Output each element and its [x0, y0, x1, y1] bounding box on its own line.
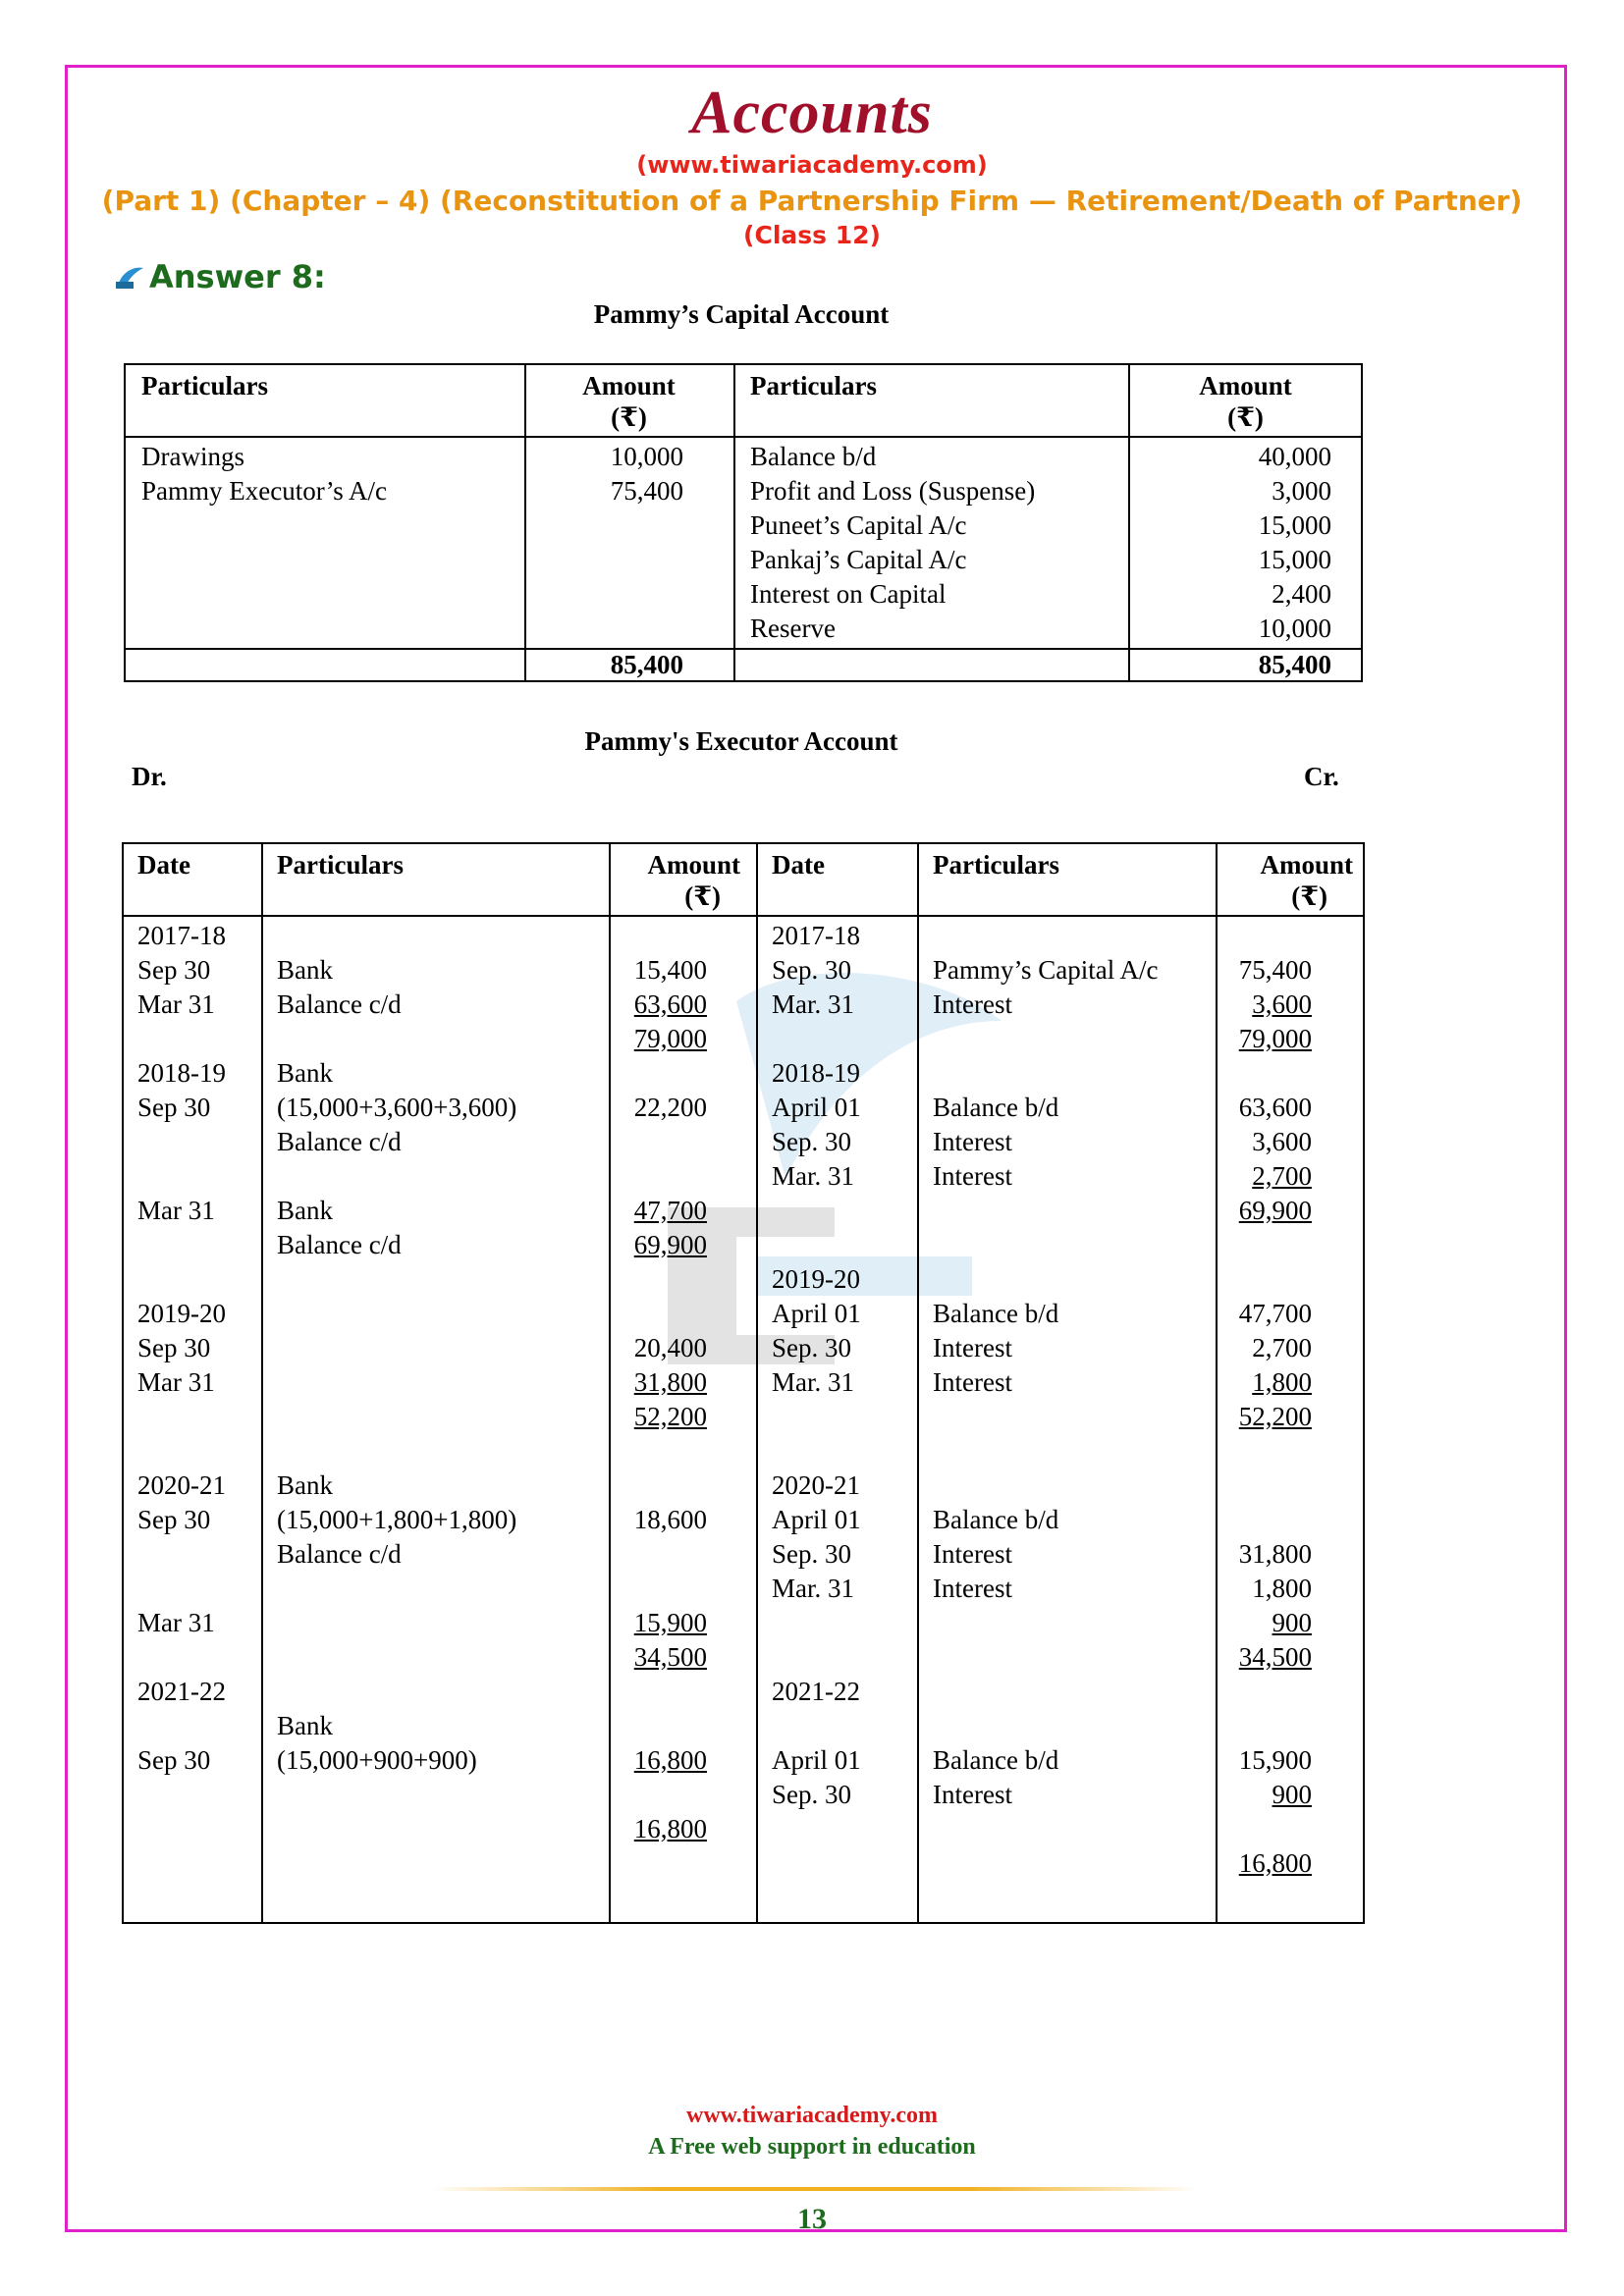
col-header-currency-cr: (₹) [1291, 881, 1327, 911]
executor-account-title: Pammy's Executor Account [584, 726, 898, 756]
cr-particulars [933, 1022, 1159, 1056]
dr-date: 2018-19 [137, 1058, 226, 1088]
capital-cr-particulars: Balance b/d [750, 442, 877, 471]
dr-particulars: Bank [277, 1058, 333, 1088]
cr-particulars [933, 1400, 1159, 1434]
cr-date [772, 1709, 861, 1743]
cr-date [772, 1434, 861, 1468]
dr-amount [609, 1709, 707, 1743]
cr-particulars [933, 1194, 1159, 1228]
page-number: 13 [797, 2203, 827, 2235]
dr-particulars [277, 1365, 516, 1400]
dr-date: Sep 30 [137, 1333, 211, 1362]
dr-amount [609, 919, 707, 953]
dr-particulars [277, 1262, 516, 1297]
dr-particulars: Bank [277, 1711, 333, 1740]
dr-particulars [277, 1675, 516, 1709]
col-header-date-cr: Date [772, 850, 825, 880]
dr-date [137, 1640, 226, 1675]
col-header-date-dr: Date [137, 850, 190, 880]
dr-date: 2017-18 [137, 921, 226, 950]
cr-amount [1216, 1056, 1312, 1091]
cr-date [772, 1228, 861, 1262]
dr-particulars [277, 1297, 516, 1331]
col-header-amount-dr: Amount [647, 850, 740, 880]
cr-amount [1216, 1503, 1312, 1537]
dr-date: Sep 30 [137, 1093, 211, 1122]
answer-heading [114, 257, 326, 296]
dr-date [137, 1572, 226, 1606]
capital-cr-amount: 2,400 [1272, 579, 1331, 609]
col-header-currency-dr: (₹) [611, 402, 647, 432]
cr-amount: 2,700 [1252, 1161, 1312, 1191]
dr-particulars [277, 1022, 516, 1056]
capital-account-table [124, 363, 1363, 682]
cr-date: Mar. 31 [772, 989, 854, 1019]
dr-particulars [277, 1331, 516, 1365]
dr-date: Sep 30 [137, 955, 211, 985]
cr-date: 2020-21 [772, 1470, 860, 1500]
cr-date: April 01 [772, 1745, 861, 1775]
col-header-amount-dr: Amount [582, 371, 676, 400]
dr-amount: 15,400 [633, 955, 707, 985]
capital-cr-particulars: Puneet’s Capital A/c [750, 510, 967, 540]
dr-amount [609, 1778, 707, 1812]
cr-date: 2019-20 [772, 1264, 860, 1294]
capital-dr-particulars: Pammy Executor’s A/c [141, 476, 387, 506]
cr-particulars: Interest [933, 1780, 1012, 1809]
footer-divider [432, 2187, 1198, 2191]
dr-date [137, 1228, 226, 1262]
cr-particulars-column [933, 919, 1159, 1812]
cr-date: April 01 [772, 1299, 861, 1328]
cr-amount [1216, 1468, 1312, 1503]
capital-dr-amount: 75,400 [610, 476, 683, 506]
cr-amount: 1,800 [1252, 1574, 1312, 1603]
dr-amount [609, 1468, 707, 1503]
cr-date: Sep. 30 [772, 1333, 851, 1362]
cr-amount: 79,000 [1238, 1024, 1312, 1053]
capital-dr-particulars: Drawings [141, 442, 244, 471]
chapter-heading: (Part 1) (Chapter – 4) (Reconstitution of a Partnership Firm — Retirement/Death of Partner) [101, 185, 1523, 217]
capital-cr-particulars: Interest on Capital [750, 579, 947, 609]
dr-amount: 52,200 [633, 1402, 707, 1431]
dr-date: Mar 31 [137, 1196, 215, 1225]
dr-date: Mar 31 [137, 1608, 215, 1637]
cr-amount [1216, 1228, 1312, 1262]
dr-particulars [277, 919, 516, 953]
class-heading: (Class 12) [743, 221, 881, 249]
dr-date [137, 1262, 226, 1297]
dr-amount: 15,900 [633, 1608, 707, 1637]
col-header-particulars-dr: Particulars [277, 850, 404, 880]
cr-particulars: Interest [933, 1333, 1012, 1362]
dr-amount [609, 1159, 707, 1194]
executor-account-table [122, 842, 1365, 1924]
dr-amount: 20,400 [633, 1333, 707, 1362]
cr-amount: 3,600 [1252, 989, 1312, 1019]
col-header-amount-cr: Amount [1199, 371, 1292, 400]
cr-particulars: Balance b/d [933, 1093, 1059, 1122]
dr-amount [609, 1572, 707, 1606]
cr-amount: 31,800 [1238, 1539, 1312, 1569]
footer-tagline: A Free web support in education [648, 2134, 976, 2160]
cr-amount [1216, 1812, 1312, 1846]
cr-particulars: Interest [933, 1367, 1012, 1397]
dr-particulars: Bank [277, 955, 333, 985]
cr-particulars: Interest [933, 1574, 1012, 1603]
dr-particulars [277, 1434, 516, 1468]
dr-amount [609, 1537, 707, 1572]
dr-date: Sep 30 [137, 1505, 211, 1534]
dr-date [137, 1022, 226, 1056]
cr-particulars: Interest [933, 1161, 1012, 1191]
col-header-amount-cr: Amount [1260, 850, 1353, 880]
cr-particulars: Interest [933, 1127, 1012, 1156]
dr-particulars: Balance c/d [277, 989, 402, 1019]
cr-particulars: Pammy’s Capital A/c [933, 955, 1159, 985]
capital-cr-amount: 10,000 [1258, 614, 1331, 643]
cr-particulars: Interest [933, 989, 1012, 1019]
capital-cr-amount: 3,000 [1272, 476, 1331, 506]
col-header-currency-cr: (₹) [1227, 402, 1264, 432]
cr-amount [1216, 1434, 1312, 1468]
cr-particulars [933, 1262, 1159, 1297]
dr-amount: 63,600 [633, 989, 707, 1019]
dr-particulars: Balance c/d [277, 1539, 402, 1569]
cr-date-column [772, 919, 861, 1812]
answer-label: Answer 8: [149, 258, 326, 295]
cr-amount: 47,700 [1238, 1299, 1312, 1328]
dr-particulars: Balance c/d [277, 1230, 402, 1259]
cr-particulars: Balance b/d [933, 1745, 1059, 1775]
dr-amount: 22,200 [633, 1093, 707, 1122]
dr-particulars [277, 1572, 516, 1606]
cr-date: Sep. 30 [772, 1780, 851, 1809]
capital-cr-amount: 15,000 [1258, 510, 1331, 540]
dr-amount: 16,800 [633, 1814, 707, 1843]
footer-url: www.tiwariacademy.com [686, 2103, 938, 2128]
cr-amount [1216, 1709, 1312, 1743]
dr-date-column [137, 919, 226, 1778]
dr-particulars [277, 1400, 516, 1434]
capital-cr-particulars: Reserve [750, 614, 836, 643]
cr-particulars [933, 1606, 1159, 1640]
dr-particulars [277, 1159, 516, 1194]
dr-particulars-column [277, 919, 516, 1778]
cr-date [772, 1022, 861, 1056]
col-header-particulars-cr: Particulars [933, 850, 1059, 880]
dr-particulars [277, 1640, 516, 1675]
dr-date [137, 1434, 226, 1468]
capital-total-cr: 85,400 [1258, 650, 1331, 679]
cr-amount: 1,800 [1252, 1367, 1312, 1397]
capital-cr-amount: 15,000 [1258, 545, 1331, 574]
cr-particulars [933, 1709, 1159, 1743]
cr-amount: 15,900 [1238, 1745, 1312, 1775]
dr-amount: 79,000 [633, 1024, 707, 1053]
cr-particulars [933, 919, 1159, 953]
cr-date [772, 1606, 861, 1640]
dr-date [137, 1159, 226, 1194]
dr-particulars: Balance c/d [277, 1127, 402, 1156]
cr-date: 2021-22 [772, 1677, 860, 1706]
dr-date: 2020-21 [137, 1470, 226, 1500]
cr-particulars: Balance b/d [933, 1299, 1059, 1328]
cr-date: April 01 [772, 1505, 861, 1534]
cr-particulars [933, 1675, 1159, 1709]
cr-particulars [933, 1228, 1159, 1262]
dr-amount [609, 1434, 707, 1468]
cr-date: April 01 [772, 1093, 861, 1122]
cr-amount: 52,200 [1238, 1402, 1312, 1431]
dr-date: Mar 31 [137, 989, 215, 1019]
capital-account-title: Pammy’s Capital Account [593, 299, 890, 329]
cr-amount: 2,700 [1252, 1333, 1312, 1362]
col-header-particulars-cr: Particulars [750, 371, 877, 400]
cr-particulars: Interest [933, 1539, 1012, 1569]
dr-amount: 31,800 [633, 1367, 707, 1397]
cr-date [772, 1194, 861, 1228]
dr-amount: 16,800 [633, 1745, 707, 1775]
cr-particulars [933, 1056, 1159, 1091]
cr-label: Cr. [1304, 762, 1339, 791]
cr-amount: 16,800 [1238, 1848, 1312, 1878]
dr-amount-column [609, 919, 707, 1846]
cr-amount [1216, 919, 1312, 953]
capital-cr-particulars: Pankaj’s Capital A/c [750, 545, 967, 574]
cr-date: 2018-19 [772, 1058, 860, 1088]
dr-amount: 34,500 [633, 1642, 707, 1672]
cr-date: Mar. 31 [772, 1161, 854, 1191]
dr-date: 2019-20 [137, 1299, 226, 1328]
dr-date [137, 1709, 226, 1743]
dr-date: 2021-22 [137, 1677, 226, 1706]
cr-date: Sep. 30 [772, 1127, 851, 1156]
dr-amount [609, 1262, 707, 1297]
col-header-currency-dr: (₹) [684, 881, 721, 911]
cr-amount: 3,600 [1252, 1127, 1312, 1156]
cr-date: Mar. 31 [772, 1367, 854, 1397]
dr-amount [609, 1056, 707, 1091]
dr-particulars: (15,000+3,600+3,600) [277, 1093, 517, 1122]
cr-date [772, 1640, 861, 1675]
cr-date [772, 1400, 861, 1434]
cr-particulars [933, 1640, 1159, 1675]
cr-date: Sep. 30 [772, 1539, 851, 1569]
dr-amount: 18,600 [633, 1505, 707, 1534]
dr-date [137, 1400, 226, 1434]
cr-amount [1216, 1262, 1312, 1297]
dr-amount [609, 1125, 707, 1159]
dr-particulars [277, 1606, 516, 1640]
capital-total-dr: 85,400 [610, 650, 683, 679]
dr-particulars: (15,000+1,800+1,800) [277, 1505, 517, 1534]
dr-particulars: Bank [277, 1470, 333, 1500]
cr-amount-column [1216, 919, 1312, 1881]
capital-cr-amount: 40,000 [1258, 442, 1331, 471]
cr-amount: 63,600 [1238, 1093, 1312, 1122]
col-header-particulars-dr: Particulars [141, 371, 268, 400]
dr-date: Sep 30 [137, 1745, 211, 1775]
cr-particulars [933, 1434, 1159, 1468]
cr-amount: 34,500 [1238, 1642, 1312, 1672]
dr-date [137, 1125, 226, 1159]
dr-date [137, 1537, 226, 1572]
dr-label: Dr. [132, 762, 167, 791]
header-url: (www.tiwariacademy.com) [636, 151, 988, 179]
page-title: Accounts [691, 80, 933, 146]
tiwari-logo-icon [114, 264, 145, 290]
capital-cr-particulars: Profit and Loss (Suspense) [750, 476, 1036, 506]
cr-date: Sep. 30 [772, 955, 851, 985]
dr-amount: 47,700 [633, 1196, 707, 1225]
dr-particulars: (15,000+900+900) [277, 1745, 477, 1775]
dr-date: Mar 31 [137, 1367, 215, 1397]
dr-amount: 69,900 [633, 1230, 707, 1259]
cr-date: 2017-18 [772, 921, 860, 950]
dr-amount [609, 1675, 707, 1709]
dr-amount [609, 1297, 707, 1331]
cr-amount: 69,900 [1238, 1196, 1312, 1225]
cr-date: Mar. 31 [772, 1574, 854, 1603]
cr-amount: 75,400 [1238, 955, 1312, 985]
cr-amount: 900 [1272, 1780, 1312, 1809]
cr-amount [1216, 1675, 1312, 1709]
cr-particulars: Balance b/d [933, 1505, 1059, 1534]
capital-dr-amount: 10,000 [610, 442, 683, 471]
cr-amount: 900 [1272, 1608, 1312, 1637]
cr-particulars [933, 1468, 1159, 1503]
dr-particulars: Bank [277, 1196, 333, 1225]
